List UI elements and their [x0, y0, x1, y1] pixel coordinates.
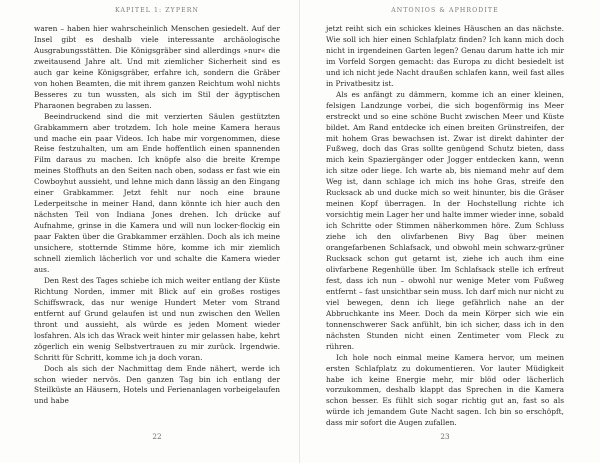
right-page-number: 23 [440, 432, 450, 441]
right-running-head: ANTONIOS & APHRODITE [391, 7, 499, 14]
left-page-text [34, 24, 280, 407]
right-paragraph-1: jetzt reiht sich ein schickes kleines Häuschen an das nächste. Wie soll ich hier einen Schlafplatz finden? Ich kann mich doch nicht in irgendeinen Garten legen? Genau darum hatte ich mir im Vorfeld Sorgen gemacht: das Europa zu dicht besiedelt ist und ich nicht jede Nacht draußen schlafen kann, weil fast alles in Privatbesitz ist. [326, 24, 564, 88]
left-running-head: KAPITEL 1: ZYPERN [115, 7, 199, 14]
right-page [300, 0, 600, 463]
right-paragraph-2: Als es anfängt zu dämmern, komme ich an einer kleinen, felsigen Landzunge vorbei, die sich bogenförmig ins Meer erstreckt und so eine schöne Bucht zwischen Meer und Küste bildet. Am Rand entdecke ich einen breiten Grünstreifen, der mit hohem Gras bewachsen ist. Zwar ist direkt dahinter der Fußweg, doch das Gras sollte genügend Schutz bieten, dass mich kein Spaziergänger oder Jogger entdecken kann, wenn ich sitze oder liege. Ich warte ab, bis niemand mehr auf dem Weg ist, dann schlage ich mich ins hohe Gras, streife den Rucksack ab und ducke mich so weit hinunter, bis die Gräser meinen Kopf überragen. In der Hochstellung richte ich vorsichtig mein Lager her und halte immer wieder inne, sobald ich Schritte oder Stimmen näherkommen höre. Zum Schluss ziehe ich den olivfarbenen Bivy Bag über meinen orangefarbenen Schlafsack, und obwohl mein schwarz-grüner Rucksack schon gut getarnt ist, ziehe ich auch ihm eine olivfarbene Regenhülle über. Im Schlafsack stelle ich erfreut fest, dass ich nun – obwohl nur wenige Meter vom Fußweg entfernt – fast unsichtbar sein muss. Ich darf mich nur nicht zu viel bewegen, denn ich liege gefährlich nahe an der Abbruchkante ins Meer. Doch da mein Körper sich wie ein tonnenschwerer Sack anfühlt, bin ich sicher, dass ich in den nächsten Stunden nicht einen Zentimeter vom Fleck zu rühren. [326, 89, 564, 351]
left-paragraph-2: Beeindruckend sind die mit verzierten Säulen gestützten Grabkammern aber trotzdem. Ich hole meine Kamera heraus und mache ein paar Videos. Ich habe mir vorgenommen, diese Reise festzuhalten, um am Ende hoffentlich einen spannenden Film daraus zu machen. Ich knöpfe also die breite Krempe meines Stoffhuts an den Seiten nach oben, sodass er fast wie ein Cowboyhut aussieht, und lehne mich dann lässig an den Eingang einer Grabkammer. Jetzt fehlt nur noch eine braune Lederpeitsche in meiner Hand, dann könnte ich hier auch den nächsten Teil von Indiana Jones drehen. Ich drücke auf Aufnahme, grinse in die Kamera und will nun locker-flockig ein paar Fakten über die Grabkammer erzählen. Doch als ich meine unsichere, stotternde Stimme höre, komme ich mir ziemlich schnell ziemlich lächerlich vor und schalte die Kamera wieder aus. [34, 111, 280, 274]
left-paragraph-1: waren – haben hier wahrscheinlich Menschen gesiedelt. Auf der Insel gibt es deshalb viele interessante archäologische Ausgrabungsstätten. Die Königsgräber sind allerdings »nur« die zweitausend Jahre alt. Und mit ziemlicher Sicherheit sind es auch gar keine Königsgräber, erfahre ich, sondern die Gräber von hohen Beamten, die mit ihrem ganzen Reichtum wohl nichts Besseres zu tun wussten, als sich im Stil der ägyptischen Pharaonen begraben zu lassen. [34, 24, 280, 110]
left-paragraph-4: Doch als sich der Nachmittag dem Ende nähert, werde ich schon wieder nervös. Den ganzen Tag bin ich entlang der Steilküste an Häusern, Hotels und Ferienanlagen vorbeigelaufen und habe [34, 363, 280, 406]
left-page-number: 22 [152, 432, 162, 441]
right-paragraph-3: Ich hole noch einmal meine Kamera hervor, um meinen ersten Schlafplatz zu dokumentieren. Vor lauter Müdigkeit habe ich keine Energie mehr, mir blöd oder lächerlich vorzukommen, deshalb klappt das Sprechen in die Kamera schon besser. Es fühlt sich sogar richtig gut an, fast so als würde ich jemandem Gute Nacht sagen. Ich bin so erschöpft, dass mir sofort die Augen zufallen. [326, 352, 564, 428]
left-paragraph-3: Den Rest des Tages schiebe ich mich weiter entlang der Küste Richtung Norden, immer mit Blick auf ein großes rostiges Schiffswrack, das nur wenige Hundert Meter vom Strand entfernt auf Grund gelaufen ist und nun zwischen den Wellen thront und aussieht, als würde es jeden Moment wieder losfahren. Als ich das Wrack weit hinter mir gelassen habe, kehrt zögerlich ein wenig Selbstvertrauen zu mir zurück. Irgendwie. Schritt für Schritt, komme ich ja doch voran. [34, 275, 280, 362]
right-page-text [326, 24, 564, 429]
